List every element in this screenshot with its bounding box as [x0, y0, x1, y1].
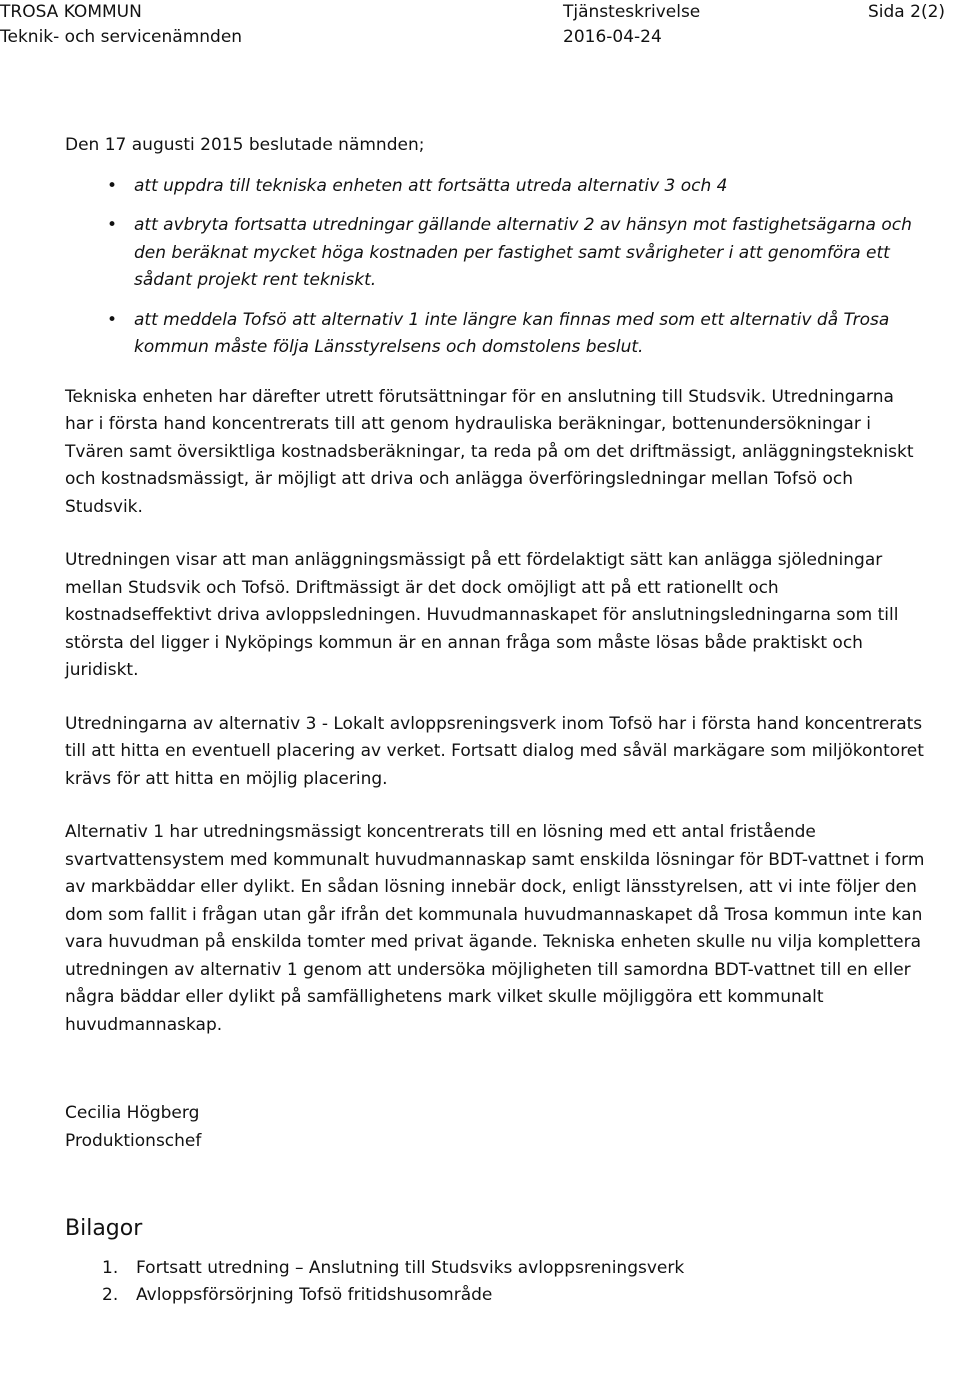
attachment-item	[65, 1255, 925, 1282]
attachments-heading: Bilagor	[65, 1216, 143, 1241]
attachment-number: 1.	[102, 1258, 119, 1278]
signatory-title: Produktionschef	[65, 1131, 202, 1151]
bullet-icon: •	[107, 175, 118, 196]
attachment-item	[65, 1282, 925, 1309]
decision-item	[65, 212, 925, 295]
paragraph: Tekniska enheten har därefter utrett förutsättningar för en anslutning till Studsvik. Utredningarna har i första hand koncentrerats till att genom hydrauliska beräkningar, bottenundersökningar i Tvären samt översiktliga kostnadsberäkningar, ta reda på om det driftmässigt, anläggningstekniskt och kostnadsmässigt, är möjligt att driva och anlägga överföringsledningar mellan Tofsö och Studsvik.	[65, 386, 914, 517]
attachment-number: 2.	[102, 1285, 119, 1305]
decision-text: att uppdra till tekniska enheten att fortsätta utreda alternativ 3 och 4	[134, 175, 728, 196]
decision-text: att meddela Tofsö att alternativ 1 inte längre kan finnas med som ett alternativ då Trosa kommun måste följa Länsstyrelsens och domstolens beslut.	[134, 309, 890, 357]
document-header	[0, 0, 960, 50]
document-type: Tjänsteskrivelse	[563, 2, 701, 22]
bullet-icon: •	[107, 215, 118, 235]
attachments-list	[65, 1255, 925, 1309]
attachment-text: Avloppsförsörjning Tofsö fritidshusområde	[136, 1285, 493, 1305]
decision-list	[65, 173, 925, 362]
page-number: Sida 2(2)	[868, 2, 946, 22]
department-name: Teknik- och servicenämnden	[0, 27, 243, 47]
signatory-name: Cecilia Högberg	[65, 1103, 200, 1123]
paragraph: Utredningen visar att man anläggningsmässigt på ett fördelaktigt sätt kan anlägga sjöledningar mellan Studsvik och Tofsö. Driftmässigt är det dock omöjligt att på ett rationellt och kostnadseffektivt driva avloppsledningen. Huvudmannaskapet för anslutningsledningarna som till största del ligger i Nyköpings kommun är en annan fråga som måste lösas både praktiskt och juridiskt.	[65, 550, 899, 680]
attachment-text: Fortsatt utredning – Anslutning till Studsviks avloppsreningsverk	[136, 1258, 685, 1278]
org-name: TROSA KOMMUN	[0, 2, 142, 22]
signature-block	[65, 1099, 925, 1155]
decision-item	[65, 307, 925, 362]
bullet-icon: •	[107, 309, 118, 330]
paragraph: Utredningarna av alternativ 3 - Lokalt avloppsreningsverk inom Tofsö har i första hand koncentrerats till att hitta en eventuell placering av verket. Fortsatt dialog med såväl markägare som miljökontoret krävs för att hitta en möjlig placering.	[65, 713, 924, 789]
decision-text: att avbryta fortsatta utredningar gällande alternativ 2 av hänsyn mot fastighetsägarna och den beräknat mycket höga kostnaden per fastighet samt svårigheter i att genomföra ett sådant projekt rent tekniskt.	[134, 215, 912, 290]
document-body	[65, 132, 925, 1309]
document-date: 2016-04-24	[563, 27, 662, 47]
paragraph: Alternativ 1 har utredningsmässigt koncentrerats till en lösning med ett antal fristående svartvattensystem med kommunalt huvudmannaskap samt enskilda lösningar för BDT-vattnet i form av markbäddar eller dylikt. En sådan lösning innebär dock, enligt länsstyrelsen, att vi inte följer den dom som fallit i frågan utan går ifrån det kommunala huvudmannaskapet då Trosa kommun inte kan vara huvudman på enskilda tomter med privat ägande. Tekniska enheten skulle nu vilja komplettera utredningen av alternativ 1 genom att undersöka möjligheten till samordna BDT-vattnet till en eller några bäddar eller dylikt på samfällighetens mark vilket skulle möjliggöra ett kommunalt huvudmannaskap.	[65, 822, 925, 1035]
decision-item	[65, 173, 925, 201]
intro-line: Den 17 augusti 2015 beslutade nämnden;	[65, 135, 425, 155]
